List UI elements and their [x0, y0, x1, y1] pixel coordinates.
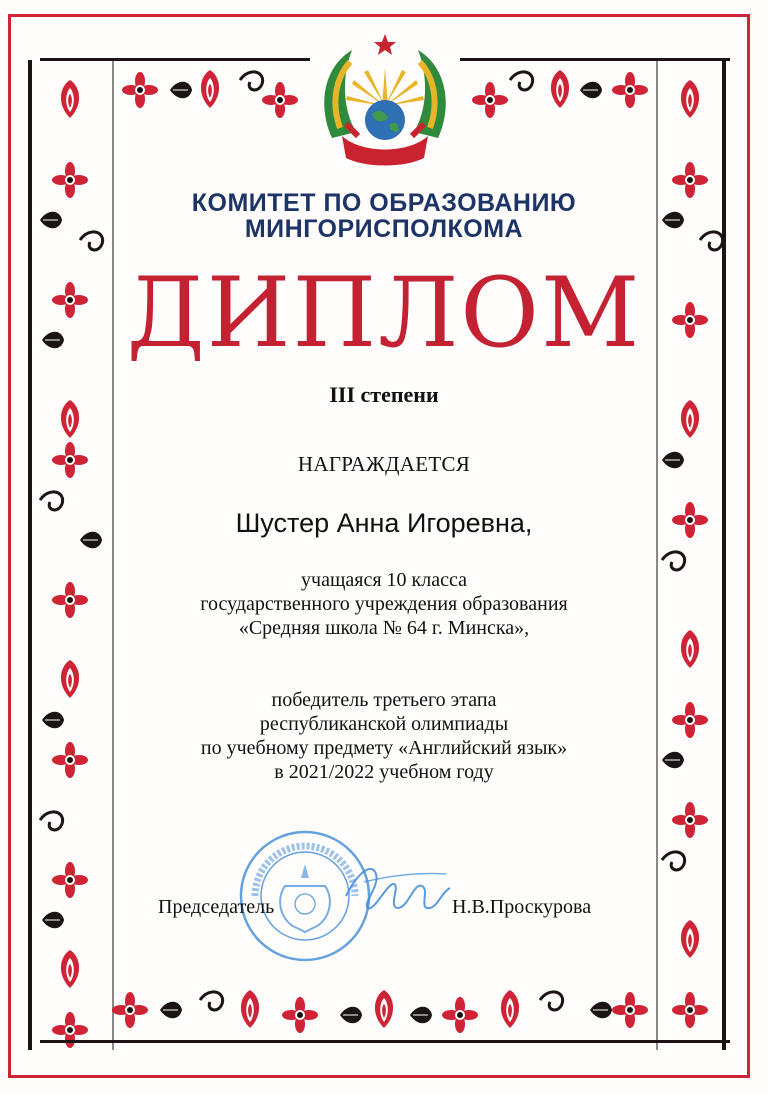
student-info-line: «Средняя школа № 64 г. Минска», [238, 617, 530, 639]
achievement-line: по учебному предмету «Английский язык» [200, 737, 568, 759]
committee-line-1: КОМИТЕТ ПО ОБРАЗОВАНИЮ [191, 189, 577, 217]
achievement-line: республиканской олимпиады [259, 713, 509, 735]
student-info-line: государственного учреждения образования [200, 593, 568, 615]
diploma-title: ДИПЛОМ [126, 257, 642, 369]
signatory-name: Н.В.Проскурова [452, 896, 592, 918]
recipient-name: Шустер Анна Игоревна, [235, 508, 533, 538]
student-info-line: учащаяся 10 класса [301, 569, 467, 591]
handwritten-signature-icon [338, 852, 458, 922]
committee-line-2: МИНГОРИСПОЛКОМА [244, 215, 524, 243]
signatory-position: Председатель [158, 896, 275, 918]
student-info [0, 568, 768, 640]
achievement-info [0, 688, 768, 784]
awarded-label: НАГРАЖДАЕТСЯ [297, 452, 471, 476]
achievement-line: в 2021/2022 учебном году [274, 761, 494, 783]
belarus-coat-of-arms-icon [312, 28, 458, 174]
degree-label: III степени [329, 382, 439, 407]
bottom-ornament-row [40, 990, 730, 1043]
achievement-line: победитель третьего этапа [271, 689, 497, 711]
